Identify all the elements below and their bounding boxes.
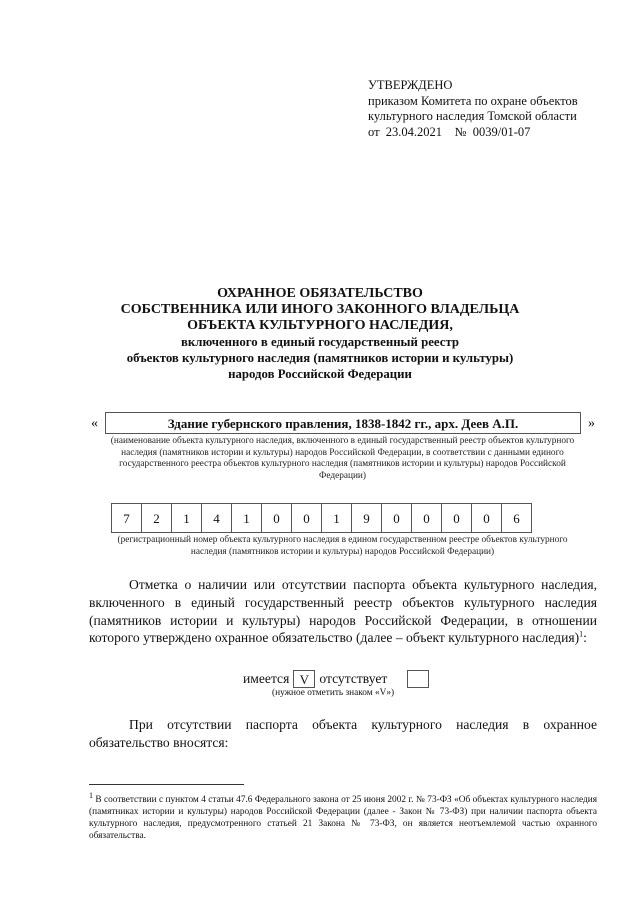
- registration-digit: 9: [351, 503, 382, 533]
- open-quote: «: [91, 416, 98, 431]
- absent-checkbox[interactable]: [407, 670, 429, 688]
- title-line-4: включенного в единый государственный реестр: [180, 335, 459, 349]
- mark-caption: (нужное отметить знаком «V»): [272, 688, 395, 698]
- absent-label: отсутствует: [319, 671, 388, 686]
- registration-digit: 0: [411, 503, 442, 533]
- title-line-1: ОХРАННОЕ ОБЯЗАТЕЛЬСТВО: [217, 286, 423, 301]
- registration-digit: 6: [501, 503, 532, 533]
- title-line-2: СОБСТВЕННИКА ИЛИ ИНОГО ЗАКОННОГО ВЛАДЕЛЬЦА: [120, 302, 520, 317]
- registration-digit: 0: [291, 503, 322, 533]
- title-line-3: ОБЪЕКТА КУЛЬТУРНОГО НАСЛЕДИЯ,: [187, 318, 453, 333]
- footnote: [89, 790, 597, 842]
- registration-digit: 0: [381, 503, 412, 533]
- object-name-field: Здание губернского правления, 1838-1842 гг., арх. Деев А.П.: [105, 412, 581, 434]
- present-checkbox[interactable]: V: [293, 670, 315, 688]
- registration-digit: 7: [111, 503, 142, 533]
- registration-caption: (регистрационный номер объекта культурного наследия в едином государственном реестре объектов культурного наследия (памятников истории и культуры) народов Российской Федерации): [117, 535, 568, 557]
- passport-paragraph: [89, 576, 597, 647]
- registration-digit: 1: [171, 503, 202, 533]
- registration-digit: 2: [141, 503, 172, 533]
- registration-digit: 4: [201, 503, 232, 533]
- approval-date-number: от 23.04.2021 № 0039/01-07: [368, 124, 531, 139]
- title-line-5: объектов культурного наследия (памятников истории и культуры): [126, 351, 514, 365]
- approval-heading: УТВЕРЖДЕНО: [368, 78, 453, 92]
- document-title: [60, 286, 580, 382]
- footnote-divider: [89, 784, 244, 785]
- absence-paragraph: При отсутствии паспорта объекта культурного наследия в охранное обязательство вносятся:: [89, 717, 597, 750]
- footnote-ref[interactable]: 1: [579, 629, 584, 639]
- present-label: имеется: [243, 671, 290, 686]
- close-quote: »: [588, 416, 595, 431]
- approval-committee: культурного наследия Томской области: [368, 109, 577, 123]
- footnote-number: 1: [89, 790, 93, 800]
- registration-digit: 0: [261, 503, 292, 533]
- object-name-caption: (наименование объекта культурного наследия, включенного в единый государственный реестр объектов культурного наследия (памятников истории и культуры) народов Российской Федерации, в соответствии с данными единого государственного реестра объектов культурного наследия (памятников истории и культуры) народов Российской Федерации): [110, 436, 575, 481]
- title-line-6: народов Российской Федерации: [228, 367, 412, 381]
- registration-digit: 1: [231, 503, 262, 533]
- registration-digit: 0: [441, 503, 472, 533]
- approval-block: [368, 78, 608, 140]
- registration-digit: 1: [321, 503, 352, 533]
- passport-colon: :: [583, 630, 587, 646]
- registration-digit: 0: [471, 503, 502, 533]
- passport-text: Отметка о наличии или отсутствии паспорта объекта культурного наследия, включенного в единый государственный реестр объектов культурного наследия (памятников истории и культуры) народов Российской Федерации, в отношении которого утверждено охранное обязательство (далее – объект культурного наследия): [89, 577, 597, 646]
- approval-order: приказом Комитета по охране объектов: [368, 93, 578, 108]
- registration-number: [111, 503, 531, 533]
- passport-mark-row: [243, 670, 433, 688]
- footnote-text: В соответствии с пунктом 4 статьи 47.6 Федерального закона от 25 июня 2002 г. № 73-ФЗ «Об объектах культурного наследия (памятниках истории и культуры) народов Российской Федерации (далее - Закон № 73-ФЗ) при наличии паспорта объекта культурного наследия, предусмотренного статьей 21 Закона № 73-ФЗ, он является неотъемлемой частью охранного обязательства.: [89, 795, 597, 841]
